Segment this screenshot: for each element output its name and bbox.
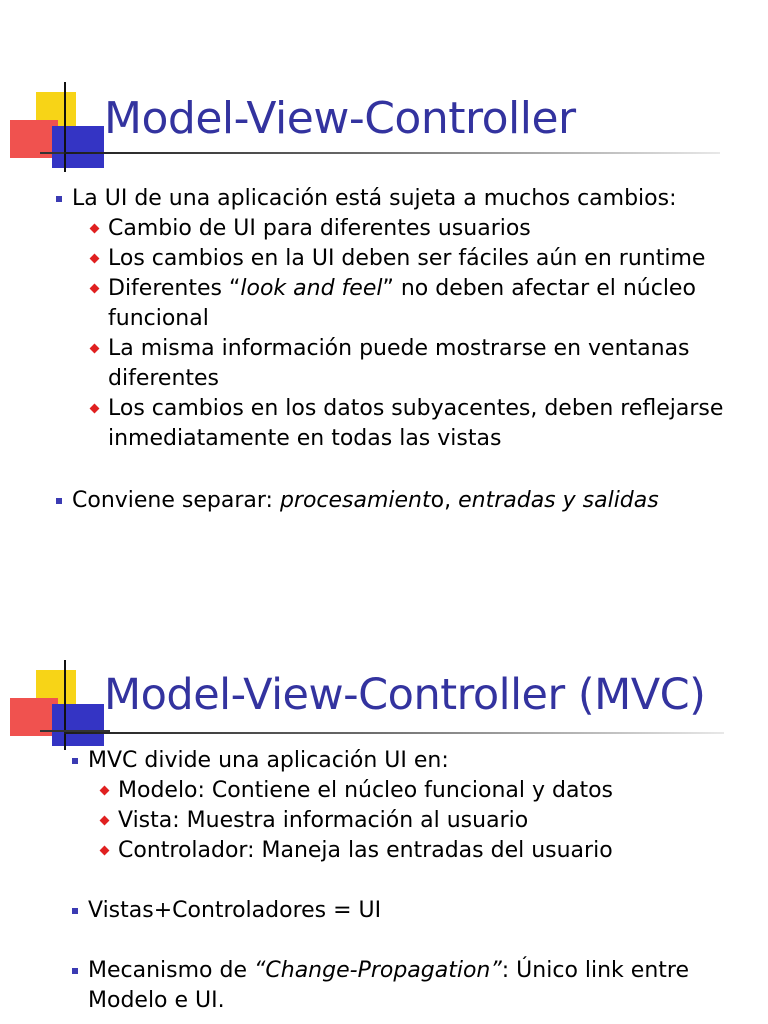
list-item <box>108 244 752 274</box>
list-item <box>118 806 748 836</box>
slide-logo-icon <box>10 82 110 172</box>
slide-2 <box>0 512 768 1024</box>
diamond-bullet-icon <box>90 284 100 294</box>
diamond-bullet-icon <box>100 846 110 856</box>
list-item <box>88 956 748 1016</box>
diamond-bullet-icon <box>90 224 100 234</box>
list-item <box>108 394 752 454</box>
list-item <box>88 746 748 776</box>
bullet-text: La UI de una aplicación está sujeta a muchos cambios: <box>72 186 677 211</box>
list-item <box>118 836 748 866</box>
bullet-text: Vistas+Controladores = UI <box>88 898 382 923</box>
diamond-bullet-icon <box>90 254 100 264</box>
diamond-bullet-icon <box>100 786 110 796</box>
page-title: Model-View-Controller <box>104 93 576 144</box>
bullet-text-mid: o, <box>430 488 459 513</box>
bullet-text: Modelo: Contiene el núcleo funcional y datos <box>118 778 613 803</box>
bullet-text: MVC divide una aplicación UI en: <box>88 748 449 773</box>
bullet-text: Vista: Muestra información al usuario <box>118 808 529 833</box>
bullet-text-emphasis: “Change-Propagation” <box>254 958 502 983</box>
bullet-text-post: ” no deben afectar el núcleo funcional <box>108 276 696 331</box>
bullet-text: La misma información puede mostrarse en ventanas diferentes <box>108 336 690 391</box>
slide-logo-icon <box>10 660 110 750</box>
bullet-text: Los cambios en los datos subyacentes, deben reflejarse inmediatamente en todas las vistas <box>108 396 724 451</box>
diamond-bullet-icon <box>90 344 100 354</box>
diamond-bullet-icon <box>100 816 110 826</box>
bullet-text-pre: Conviene separar: <box>72 488 280 513</box>
square-bullet-icon <box>72 908 78 914</box>
bullet-text-emphasis: procesamient <box>279 488 431 513</box>
square-bullet-icon <box>72 758 78 764</box>
square-bullet-icon <box>56 498 62 504</box>
list-item <box>108 274 752 334</box>
logo-vertical-line <box>64 82 66 172</box>
bullet-text-pre: Diferentes “ <box>108 276 241 301</box>
title-rule <box>64 732 724 734</box>
square-bullet-icon <box>72 968 78 974</box>
logo-vertical-line <box>64 660 66 750</box>
list-item <box>72 184 752 214</box>
logo-blue-square <box>52 126 104 168</box>
list-item <box>108 214 752 244</box>
bullet-text-pre: Mecanismo de <box>88 958 254 983</box>
bullet-text-post: : Único link entre Modelo e UI. <box>88 958 689 1013</box>
diamond-bullet-icon <box>90 404 100 414</box>
title-rule <box>64 152 720 154</box>
bullet-list <box>88 746 748 1016</box>
list-item <box>88 896 748 926</box>
page-title: Model-View-Controller (MVC) <box>104 670 706 720</box>
list-item <box>108 334 752 394</box>
list-item <box>118 776 748 806</box>
bullet-text: Los cambios en la UI deben ser fáciles aún en runtime <box>108 246 706 271</box>
logo-blue-square <box>52 704 104 746</box>
bullet-text: Cambio de UI para diferentes usuarios <box>108 216 531 241</box>
bullet-text-emphasis: look and feel <box>240 276 383 301</box>
bullet-list <box>72 184 752 516</box>
square-bullet-icon <box>56 196 62 202</box>
bullet-text: Controlador: Maneja las entradas del usuario <box>118 838 613 863</box>
bullet-text-emphasis: entradas y salidas <box>458 488 659 513</box>
